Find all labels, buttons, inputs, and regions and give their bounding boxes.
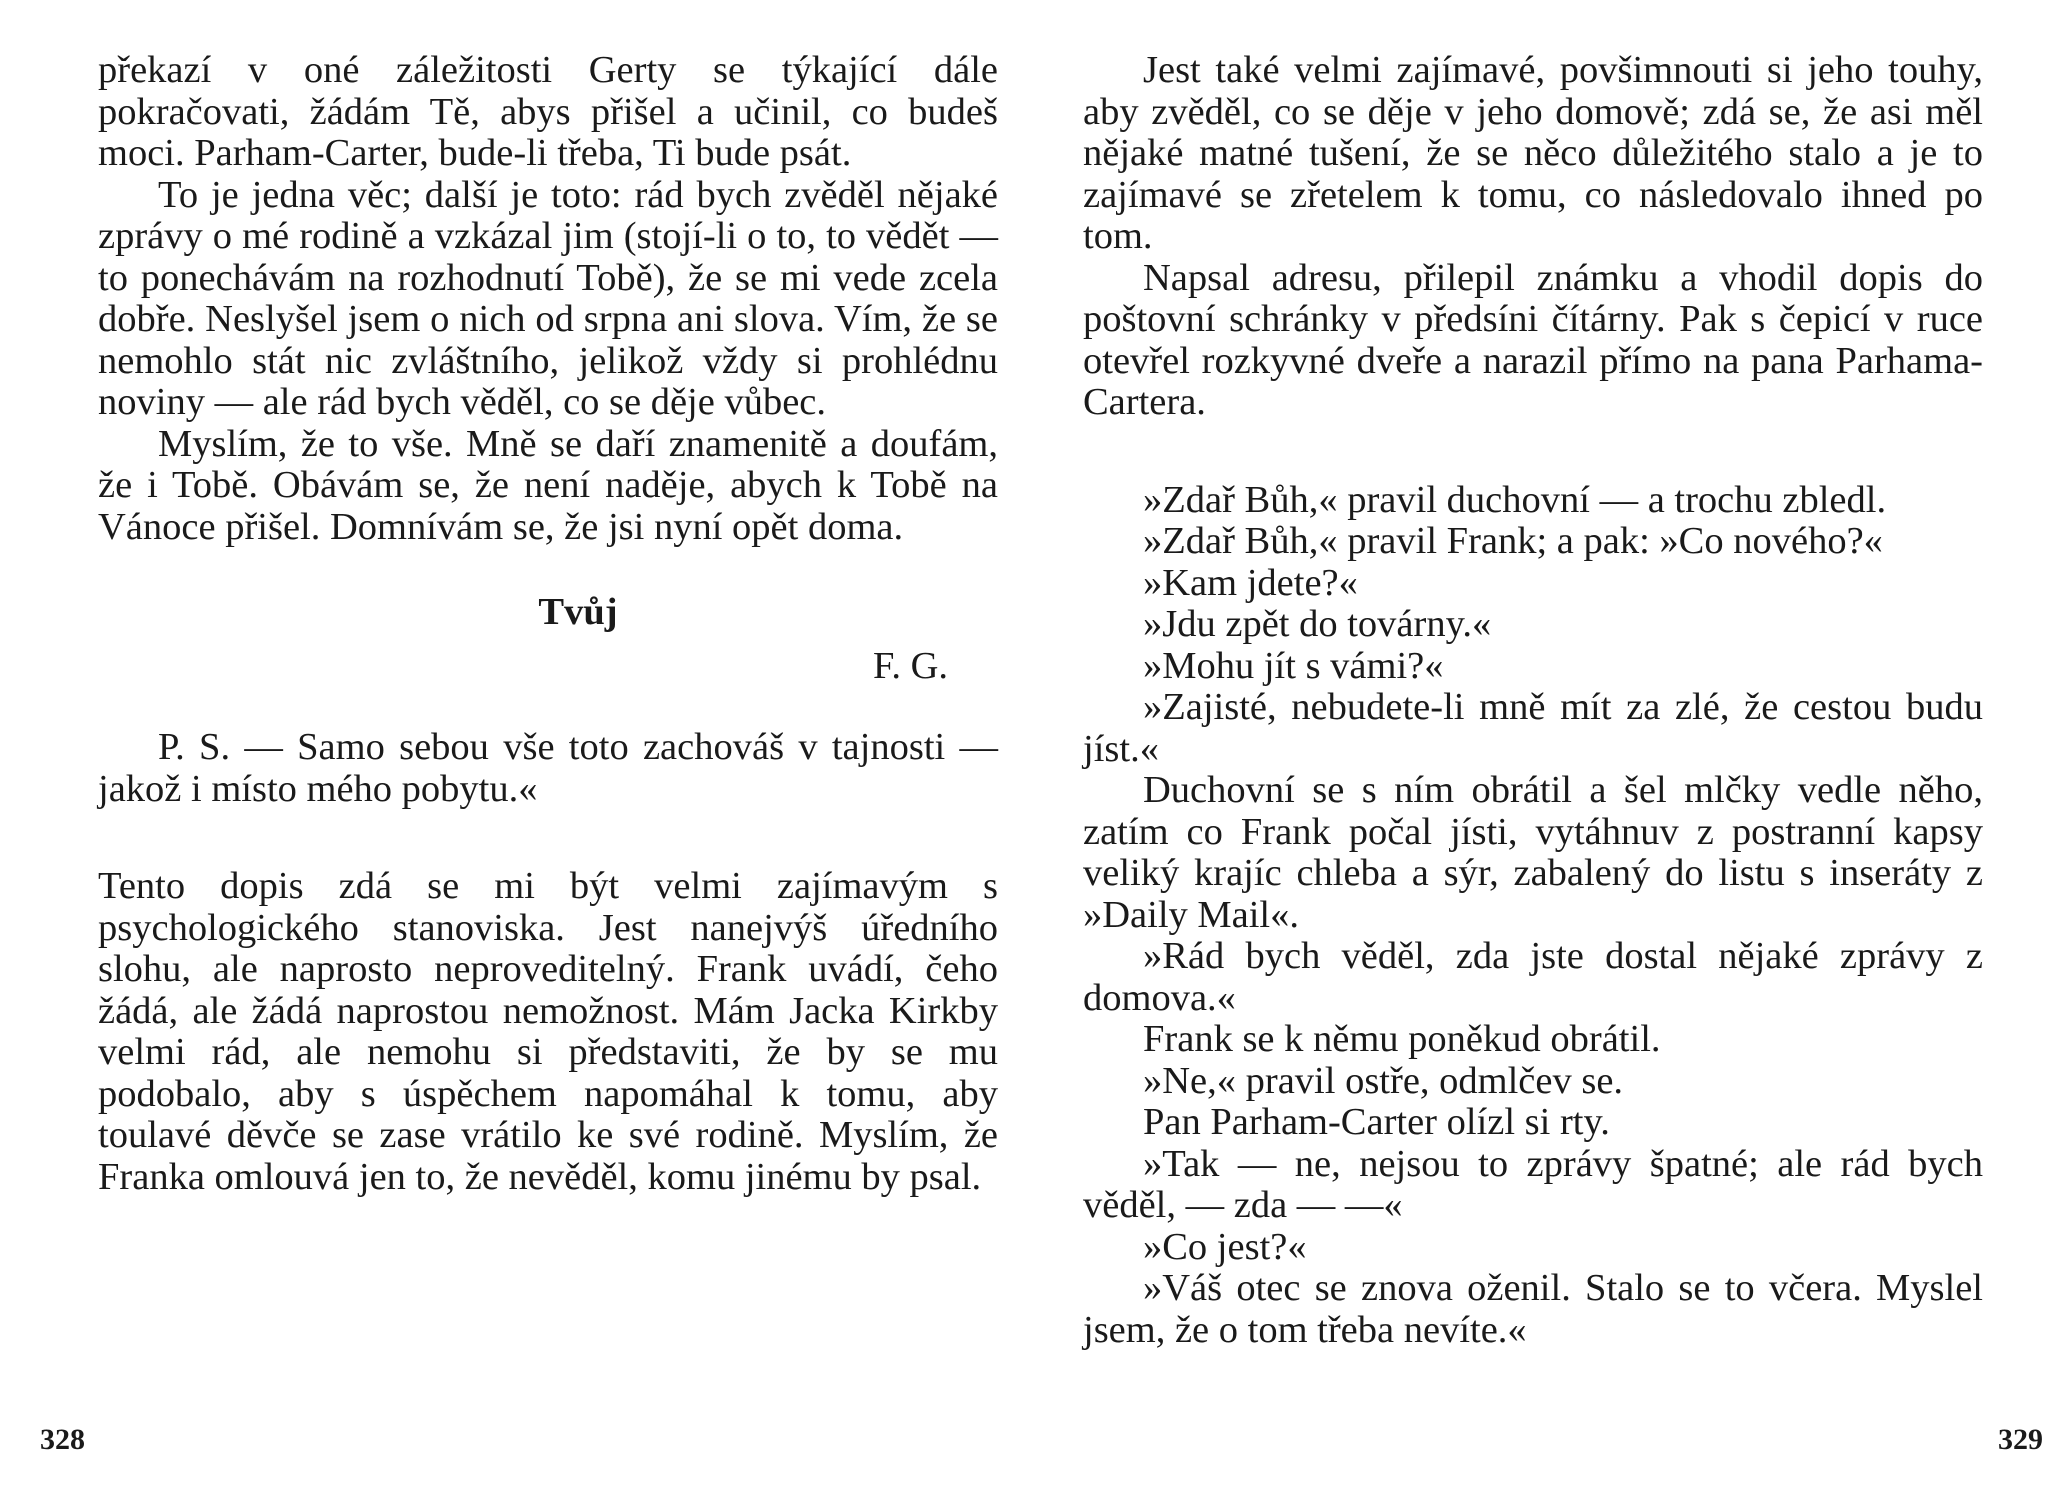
right-page (1083, 50, 1983, 1470)
paragraph: Napsal adresu, přilepil známku a vhodil dopis do poštovní schránky v předsíni čítárny. Pak s čepicí v ruce otevřel rozkyvné dveře a narazil přímo na pana Parhama-Cartera. (1083, 256, 1983, 423)
paragraph: Jest také velmi zajímavé, povšimnouti si jeho touhy, aby zvěděl, co se děje v jeho domově; zdá se, že asi měl nějaké matné tušení, že se něco důležitého stalo a je to zajímavé se zřetelem k tomu, co následovalo ihned po tom. (1083, 49, 1983, 257)
dialogue-line: »Tak — ne, nejsou to zprávy špatné; ale rád bych věděl, — zda — —« (1083, 1142, 1983, 1226)
dialogue-line: »Váš otec se znova oženil. Stalo se to včera. Myslel jsem, že o tom třeba nevíte.« (1083, 1267, 1983, 1351)
dialogue-line: »Ne,« pravil ostře, odmlčev se. (1143, 1059, 1624, 1102)
dialogue-line: »Zdař Bůh,« pravil duchovní — a trochu zbledl. (1143, 478, 1887, 521)
dialogue-line: »Kam jdete?« (1143, 561, 1358, 604)
letter-initials: F. G. (872, 644, 948, 687)
commentary-paragraph: Tento dopis zdá se mi být velmi zajímavým s psychologického stanoviska. Jest nanejvýš úředního slohu, ale naprosto neproveditelný. Frank uvádí, čeho žádá, ale žádá naprostou nemožnost. Mám Jacka Kirkby velmi rád, ale nemohu si představiti, že by se mu podobalo, aby s úspěchem napomáhal k tomu, aby toulavé děvče se zase vrátilo ke své rodině. Myslím, že Franka omlouvá jen to, že nevěděl, komu jinému by psal. (98, 865, 998, 1198)
dialogue-line: »Zajisté, nebudete-li mně mít za zlé, že cestou budu jíst.« (1083, 686, 1983, 770)
dialogue-line: »Rád bych věděl, zda jste dostal nějaké zprávy z domova.« (1083, 935, 1983, 1019)
left-page-text (98, 50, 998, 1198)
paragraph: Myslím, že to vše. Mně se daří znamenitě a doufám, že i Tobě. Obávám se, že není naděje, abych k Tobě na Vánoce přišel. Domnívám se, že jsi nyní opět doma. (98, 422, 998, 548)
dialogue-line: Frank se k němu poněkud obrátil. (1143, 1018, 1661, 1060)
letter-signature: Tvůj (538, 591, 618, 633)
page-number-right: 329 (1998, 1423, 2043, 1456)
dialogue-line: Duchovní se s ním obrátil a šel mlčky vedle něho, zatím co Frank počal jísti, vytáhnuv z postranní kapsy veliký krajíc chleba a sýr, zabalený do listu s inseráty z »Daily Mail«. (1083, 769, 1983, 936)
page-number-left: 328 (40, 1423, 85, 1456)
dialogue-line: »Zdař Bůh,« pravil Frank; a pak: »Co nového?« (1143, 520, 1883, 562)
right-page-text (1083, 50, 1983, 1351)
dialogue-line: Pan Parham-Carter olízl si rty. (1143, 1101, 1610, 1143)
postscript: P. S. — Samo sebou vše toto zachováš v tajnosti — jakož i místo mého pobytu.« (98, 726, 998, 810)
dialogue-line: »Co jest?« (1143, 1225, 1307, 1268)
paragraph: překazí v oné záležitosti Gerty se týkající dále pokračovati, žádám Tě, abys přišel a učinil, co budeš moci. Parham-Carter, bude-li třeba, Ti bude psát. (98, 49, 998, 174)
dialogue-line: »Mohu jít s vámi?« (1143, 644, 1444, 687)
left-page (98, 50, 998, 1470)
dialogue-line: »Jdu zpět do továrny.« (1143, 603, 1492, 645)
paragraph: To je jedna věc; další je toto: rád bych zvěděl nějaké zprávy o mé rodině a vzkázal jim (stojí-li o to, to vědět — to ponechávám na rozhodnutí Tobě), že se mi vede zcela dobře. Neslyšel jsem o nich od srpna ani slova. Vím, že se nemohlo stát nic zvláštního, jelikož vždy si prohlédnu noviny — ale rád bych věděl, co se děje vůbec. (98, 173, 998, 423)
